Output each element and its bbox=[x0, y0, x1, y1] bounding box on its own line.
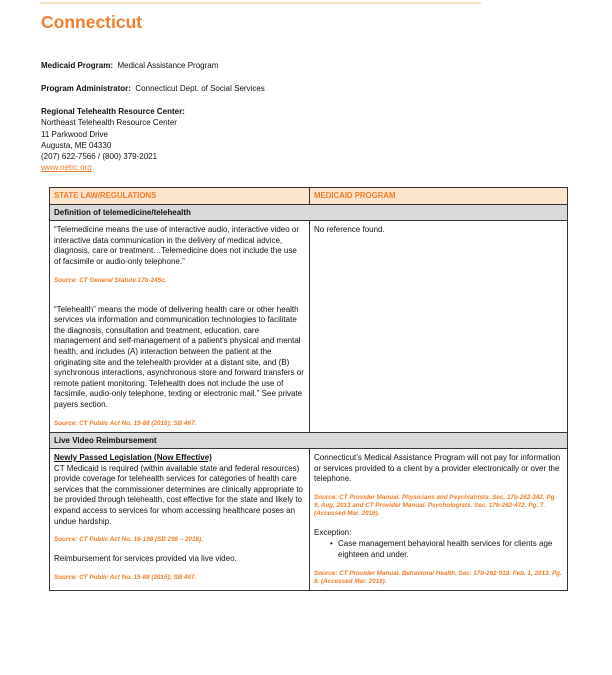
definition-medicaid-cell bbox=[310, 221, 568, 432]
medicaid-program-label: Medicaid Program: bbox=[41, 61, 114, 70]
telemedicine-definition-text: “Telemedicine means the use of interactive audio, interactive video or interactive data communication in the delivery of medical advice, diagnosis, care or treatment…Telemedicine does not include the use of facsimile or audio-only telephone.” bbox=[54, 225, 300, 266]
exception-item: • Case management behavioral health services for clients age eighteen and under. bbox=[332, 539, 563, 560]
exception-label: Exception: bbox=[314, 527, 352, 537]
category-row-definition bbox=[50, 204, 568, 221]
rtrc-phone: (207) 622-7566 / (800) 379-2021 bbox=[41, 152, 158, 162]
category-definition: Definition of telemedicine/telehealth bbox=[50, 204, 568, 221]
program-administrator-line bbox=[41, 83, 265, 94]
live-video-state-law-cell bbox=[50, 449, 310, 591]
medicaid-live-video-text: Connecticut’s Medical Assistance Program will not pay for information or services provided to a client by a provider electronically or over the telephone. bbox=[314, 453, 561, 484]
table-header-row bbox=[50, 188, 568, 205]
telehealth-definition-text: “Telehealth” means the mode of delivering health care or other health services via information and communication technologies to facilitate the diagnosis, consultation and treatment, education, care management and self-management of a patient's physical and mental health, and includes (A) interaction between the patient at the originating site and the telehealth provider at a distant site, and (B) synchronous interactions, asynchronous store and forward transfers or remote patient monitoring. Telehealth does not include the use of facsimile, audio-only telephone, texting or electronic mail.” See private payers section. bbox=[54, 304, 304, 409]
telehealth-source: Source: CT Public Act No. 15-88 (2015); SB 467. bbox=[54, 419, 197, 427]
medicaid-live-video-source: Source: CT Provider Manual. Physicians and Psychiatrists. Sec. 17b-262-342. Pg. 9, Aug, 2013 and CT Provider Manual. Psychologists. Sec. 17b-262-472. Pg. 7. (Accessed Mar. 2016). bbox=[314, 493, 557, 517]
rtrc-name: Northeast Telehealth Resource Center bbox=[41, 118, 177, 128]
live-video-reimbursement-source: Source: CT Public Act No. 15-88 (2015); SB 467. bbox=[54, 573, 197, 581]
page-title: Connecticut bbox=[41, 12, 143, 32]
medicaid-program-value: Medical Assistance Program bbox=[117, 61, 219, 70]
new-legislation-heading: Newly Passed Legislation (Now Effective) bbox=[54, 453, 212, 463]
category-row-live-video bbox=[50, 432, 568, 449]
rtrc-address-line1: 11 Parkwood Drive bbox=[41, 129, 108, 139]
live-video-medicaid-cell bbox=[310, 449, 568, 591]
header-medicaid-program: MEDICAID PROGRAM bbox=[310, 188, 568, 205]
top-divider bbox=[40, 2, 481, 4]
definition-state-law-cell bbox=[50, 221, 310, 432]
program-administrator-value: Connecticut Dept. of Social Services bbox=[135, 84, 265, 93]
category-live-video: Live Video Reimbursement bbox=[50, 432, 568, 449]
rtrc-block bbox=[41, 106, 185, 174]
table-row-live-video bbox=[50, 449, 568, 591]
definition-medicaid-text: No reference found. bbox=[314, 225, 385, 235]
rtrc-website-link[interactable]: www.netrc.org bbox=[41, 163, 92, 173]
telemedicine-source: Source: CT General Statute 17b-245c. bbox=[54, 276, 167, 284]
program-administrator-label: Program Administrator: bbox=[41, 84, 131, 93]
medicaid-program-line bbox=[41, 60, 218, 71]
exception-list bbox=[314, 539, 563, 560]
header-state-law: STATE LAW/REGULATIONS bbox=[50, 188, 310, 205]
rtrc-label: Regional Telehealth Resource Center: bbox=[41, 107, 185, 116]
live-video-reimbursement-text: Reimbursement for services provided via live video. bbox=[54, 554, 237, 564]
new-legislation-source: Source: CT Public Act No. 16-198 (SB 298 – 2016). bbox=[54, 536, 203, 544]
new-legislation-text: CT Medicaid is required (within available state and federal resources) provide coverage for telehealth services for categories of health care services that the commissioner determines are clinically appropriate to be provided through telehealth, cost effective for the state and likely to expand access to services for whom accessing healthcare poses an undue hardship. bbox=[54, 463, 303, 526]
table-row-definition bbox=[50, 221, 568, 432]
rtrc-address-line2: Augusta, ME 04330 bbox=[41, 140, 112, 150]
law-regulations-table bbox=[49, 187, 568, 591]
exception-source: Source: CT Provider Manual. Behavioral Health. Sec. 17b-262-918. Feb. 1, 2013. Pg. 6. (Accessed Mar. 2016). bbox=[314, 569, 562, 585]
